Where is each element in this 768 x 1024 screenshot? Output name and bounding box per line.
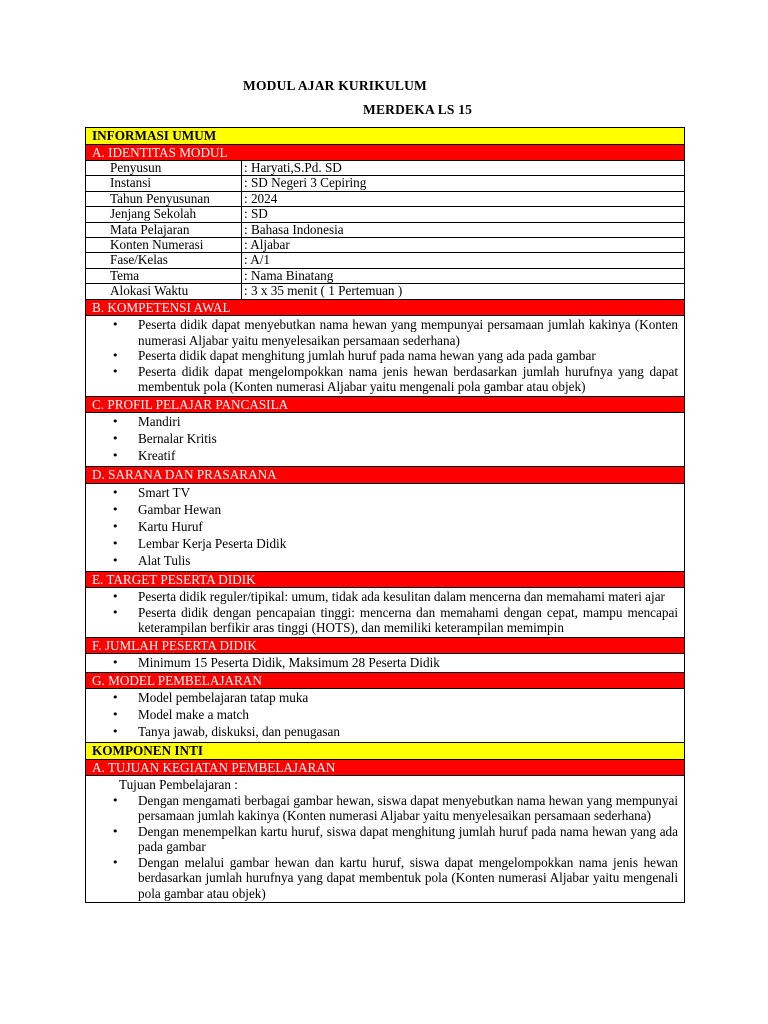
identity-key: Mata Pelajaran: [86, 222, 242, 237]
identity-value: : 3 x 35 menit ( 1 Pertemuan ): [242, 284, 685, 299]
module-table: [85, 127, 685, 903]
identity-value: : Bahasa Indonesia: [242, 222, 685, 237]
model-list: [86, 690, 678, 740]
identity-key: Tema: [86, 268, 242, 283]
identity-value: : Aljabar: [242, 238, 685, 253]
identity-value: : SD Negeri 3 Cepiring: [242, 176, 685, 191]
list-item: • Kreatif: [86, 448, 678, 464]
list-item: • Alat Tulis: [86, 553, 678, 569]
identity-key: Fase/Kelas: [86, 253, 242, 268]
jumlah-list: [86, 655, 678, 671]
tujuan-list: [86, 793, 678, 902]
identity-value: : Nama Binatang: [242, 268, 685, 283]
target-list-box: [86, 588, 684, 638]
section-model-pembelajaran: G. MODEL PEMBELAJARAN: [86, 673, 684, 690]
list-item: • Peserta didik dengan pencapaian tinggi: mencerna dan memahami dengan cepat, mampu mencapai keterampilan berfikir aras tinggi (HOTS), dan memiliki keterampilan memimpin: [86, 605, 678, 636]
target-list: [86, 589, 678, 636]
kompetensi-list-box: [86, 316, 684, 397]
list-item: • Peserta didik dapat mengelompokkan nama jenis hewan berdasarkan jumlah hurufnya yang dapat membentuk pola (Konten numerasi Aljabar yaitu mengenali pola gambar atau objek): [86, 364, 678, 395]
list-item: • Peserta didik reguler/tipikal: umum, tidak ada kesulitan dalam mencerna dan memahami materi ajar: [86, 589, 678, 605]
identity-key: Konten Numerasi: [86, 238, 242, 253]
section-identitas-modul: A. IDENTITAS MODUL: [86, 145, 684, 162]
list-item: • Peserta didik dapat menghitung jumlah huruf pada nama hewan yang ada pada gambar: [86, 348, 678, 364]
list-item: • Mandiri: [86, 414, 678, 430]
profil-list: [86, 414, 678, 464]
list-item: • Model make a match: [86, 707, 678, 723]
list-item: • Dengan melalui gambar hewan dan kartu huruf, siswa dapat mengelompokkan nama jenis hewan berdasarkan jumlah hurufnya yang dapat membentuk pola (Konten numerasi Aljabar yaitu mengenali pola gambar atau objek): [86, 855, 678, 902]
list-item: • Kartu Huruf: [86, 519, 678, 535]
identity-value: : 2024: [242, 191, 685, 206]
list-item: • Dengan menempelkan kartu huruf, siswa dapat menghitung jumlah huruf pada nama hewan yang ada pada gambar: [86, 824, 678, 855]
table-row: [86, 191, 684, 206]
list-item: • Minimum 15 Peserta Didik, Maksimum 28 Peserta Didik: [86, 655, 678, 671]
model-list-box: [86, 689, 684, 743]
list-item: • Tanya jawab, diskuksi, dan penugasan: [86, 724, 678, 740]
table-row: [86, 238, 684, 253]
table-row: [86, 207, 684, 222]
tujuan-list-box: [86, 776, 684, 902]
identity-key: Jenjang Sekolah: [86, 207, 242, 222]
identity-key: Alokasi Waktu: [86, 284, 242, 299]
section-kompetensi-awal: B. KOMPETENSI AWAL: [86, 300, 684, 317]
profil-list-box: [86, 413, 684, 467]
document-title-line1: MODUL AJAR KURIKULUM: [243, 78, 428, 93]
section-sarana-prasarana: D. SARANA DAN PRASARANA: [86, 467, 684, 484]
section-tujuan-kegiatan: A. TUJUAN KEGIATAN PEMBELAJARAN: [86, 760, 684, 777]
identity-key: Tahun Penyusunan: [86, 191, 242, 206]
list-item: • Peserta didik dapat menyebutkan nama hewan yang mempunyai persamaan jumlah kakinya (Konten numerasi Aljabar yaitu menyelesaikan persamaan sederhana): [86, 317, 678, 348]
table-row: [86, 176, 684, 191]
section-target-peserta: E. TARGET PESERTA DIDIK: [86, 572, 684, 589]
table-row: [86, 268, 684, 283]
list-item: • Lembar Kerja Peserta Didik: [86, 536, 678, 552]
sarana-list: [86, 485, 678, 569]
jumlah-list-box: [86, 654, 684, 673]
list-item: • Bernalar Kritis: [86, 431, 678, 447]
section-profil-pelajar: C. PROFIL PELAJAR PANCASILA: [86, 397, 684, 414]
list-item: • Smart TV: [86, 485, 678, 501]
section-informasi-umum: INFORMASI UMUM: [86, 128, 684, 145]
identity-value: : SD: [242, 207, 685, 222]
sarana-list-box: [86, 484, 684, 572]
identity-key: Instansi: [86, 176, 242, 191]
identity-value: : A/1: [242, 253, 685, 268]
kompetensi-list: [86, 317, 678, 395]
identity-table: [86, 161, 684, 300]
list-item: • Model pembelajaran tatap muka: [86, 690, 678, 706]
table-row: [86, 284, 684, 299]
list-item: • Dengan mengamati berbagai gambar hewan, siswa dapat menyebutkan nama hewan yang mempunyai persamaan jumlah kakinya (Konten numerasi Aljabar yaitu menyelesaikan persamaan sederhana): [86, 793, 678, 824]
list-item: • Gambar Hewan: [86, 502, 678, 518]
section-komponen-inti: KOMPONEN INTI: [86, 743, 684, 760]
identity-value: : Haryati,S.Pd. SD: [242, 161, 685, 176]
section-jumlah-peserta: F. JUMLAH PESERTA DIDIK: [86, 638, 684, 655]
table-row: [86, 161, 684, 176]
identity-key: Penyusun: [86, 161, 242, 176]
document-title-line2: MERDEKA LS 15: [363, 102, 473, 117]
table-row: [86, 253, 684, 268]
table-row: [86, 222, 684, 237]
tujuan-intro: Tujuan Pembelajaran :: [119, 777, 238, 793]
